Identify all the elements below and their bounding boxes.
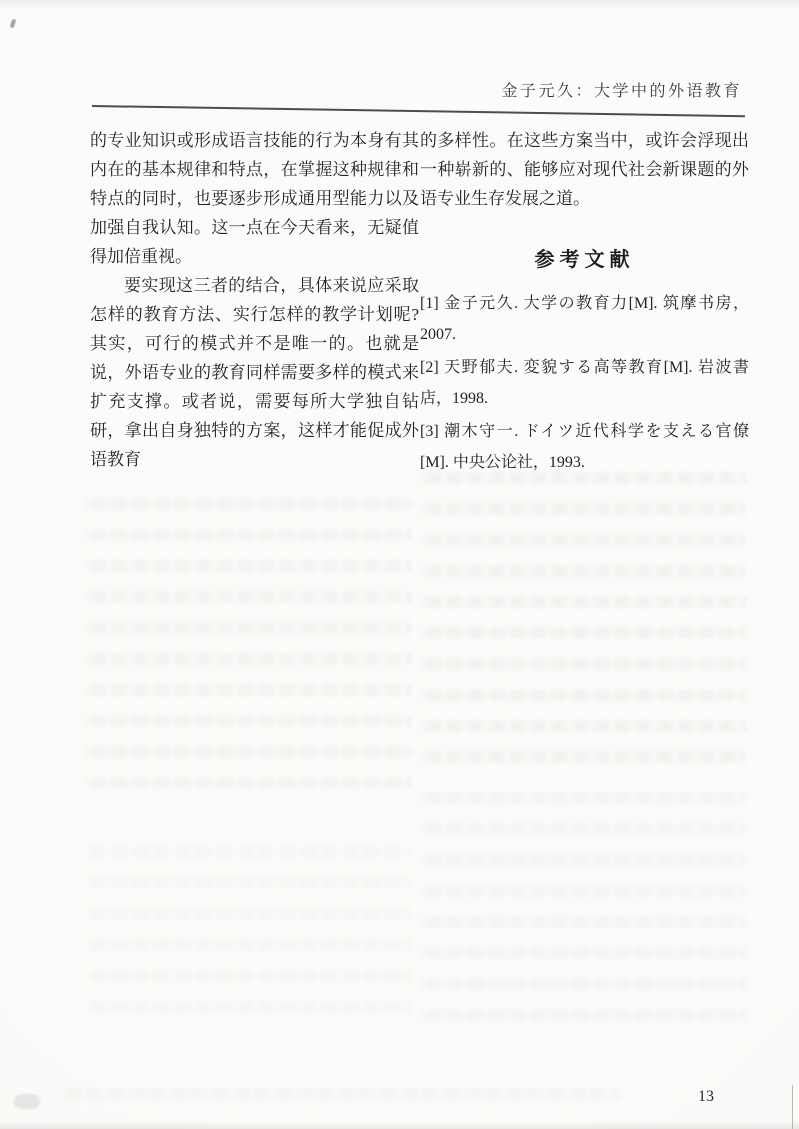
- bleed-through-artifact: [60, 1088, 620, 1114]
- bleed-through-artifact: [420, 472, 746, 772]
- scan-speck: [14, 1094, 40, 1109]
- bleed-through-artifact: [420, 792, 746, 1036]
- scan-edge-right-line: [792, 1085, 793, 1129]
- scan-edge-top: [0, 0, 799, 9]
- running-head-title: 金子元久：大学中的外语教育: [501, 83, 742, 100]
- page-number: 13: [698, 1088, 714, 1105]
- right-text-column: [420, 126, 749, 480]
- header-rule: [92, 105, 745, 117]
- reference-item: [3] 潮木守一. ドイツ近代科学を支える官僚[M]. 中央公论社，1993.: [420, 423, 749, 471]
- body-paragraph: 的专业知识或形成语言技能的行为本身有其内在的基本规律和特点，在掌握这种规律和特点的同时，也要逐步形成通用型能力以及加强自我认知。这一点在今天看来，无疑值得加倍重视。: [90, 131, 419, 266]
- body-paragraph: 要实现这三者的结合，具体来说应采取怎样的教育方法、实行怎样的教学计划呢? 其实，可行的模式并不是唯一的。也就是说，外语专业的教育同样需要多样的模式来扩充支撑。或者说，需要每所大学独自钻研，拿出自身独特的方案，这样才能促成外语教育: [90, 276, 419, 469]
- reference-item: [2] 天野郁夫. 変貌する高等教育[M]. 岩波書店，1998.: [420, 359, 749, 407]
- left-text-column: [90, 126, 419, 474]
- references-list: [420, 288, 749, 478]
- scan-edge-bottom: [0, 1121, 799, 1129]
- bleed-through-artifact: [85, 498, 411, 788]
- body-paragraph: 的多样性。在这些方案当中，或许会浮现出一种崭新的、能够应对现代社会新课题的外语专业生存发展之道。: [420, 131, 749, 208]
- bleed-through-artifact: [85, 846, 411, 1026]
- scan-speck: [10, 19, 17, 29]
- reference-item: [1] 金子元久. 大学の教育力[M]. 筑摩书房，2007.: [420, 295, 749, 343]
- references-heading: 参考文献: [534, 249, 635, 271]
